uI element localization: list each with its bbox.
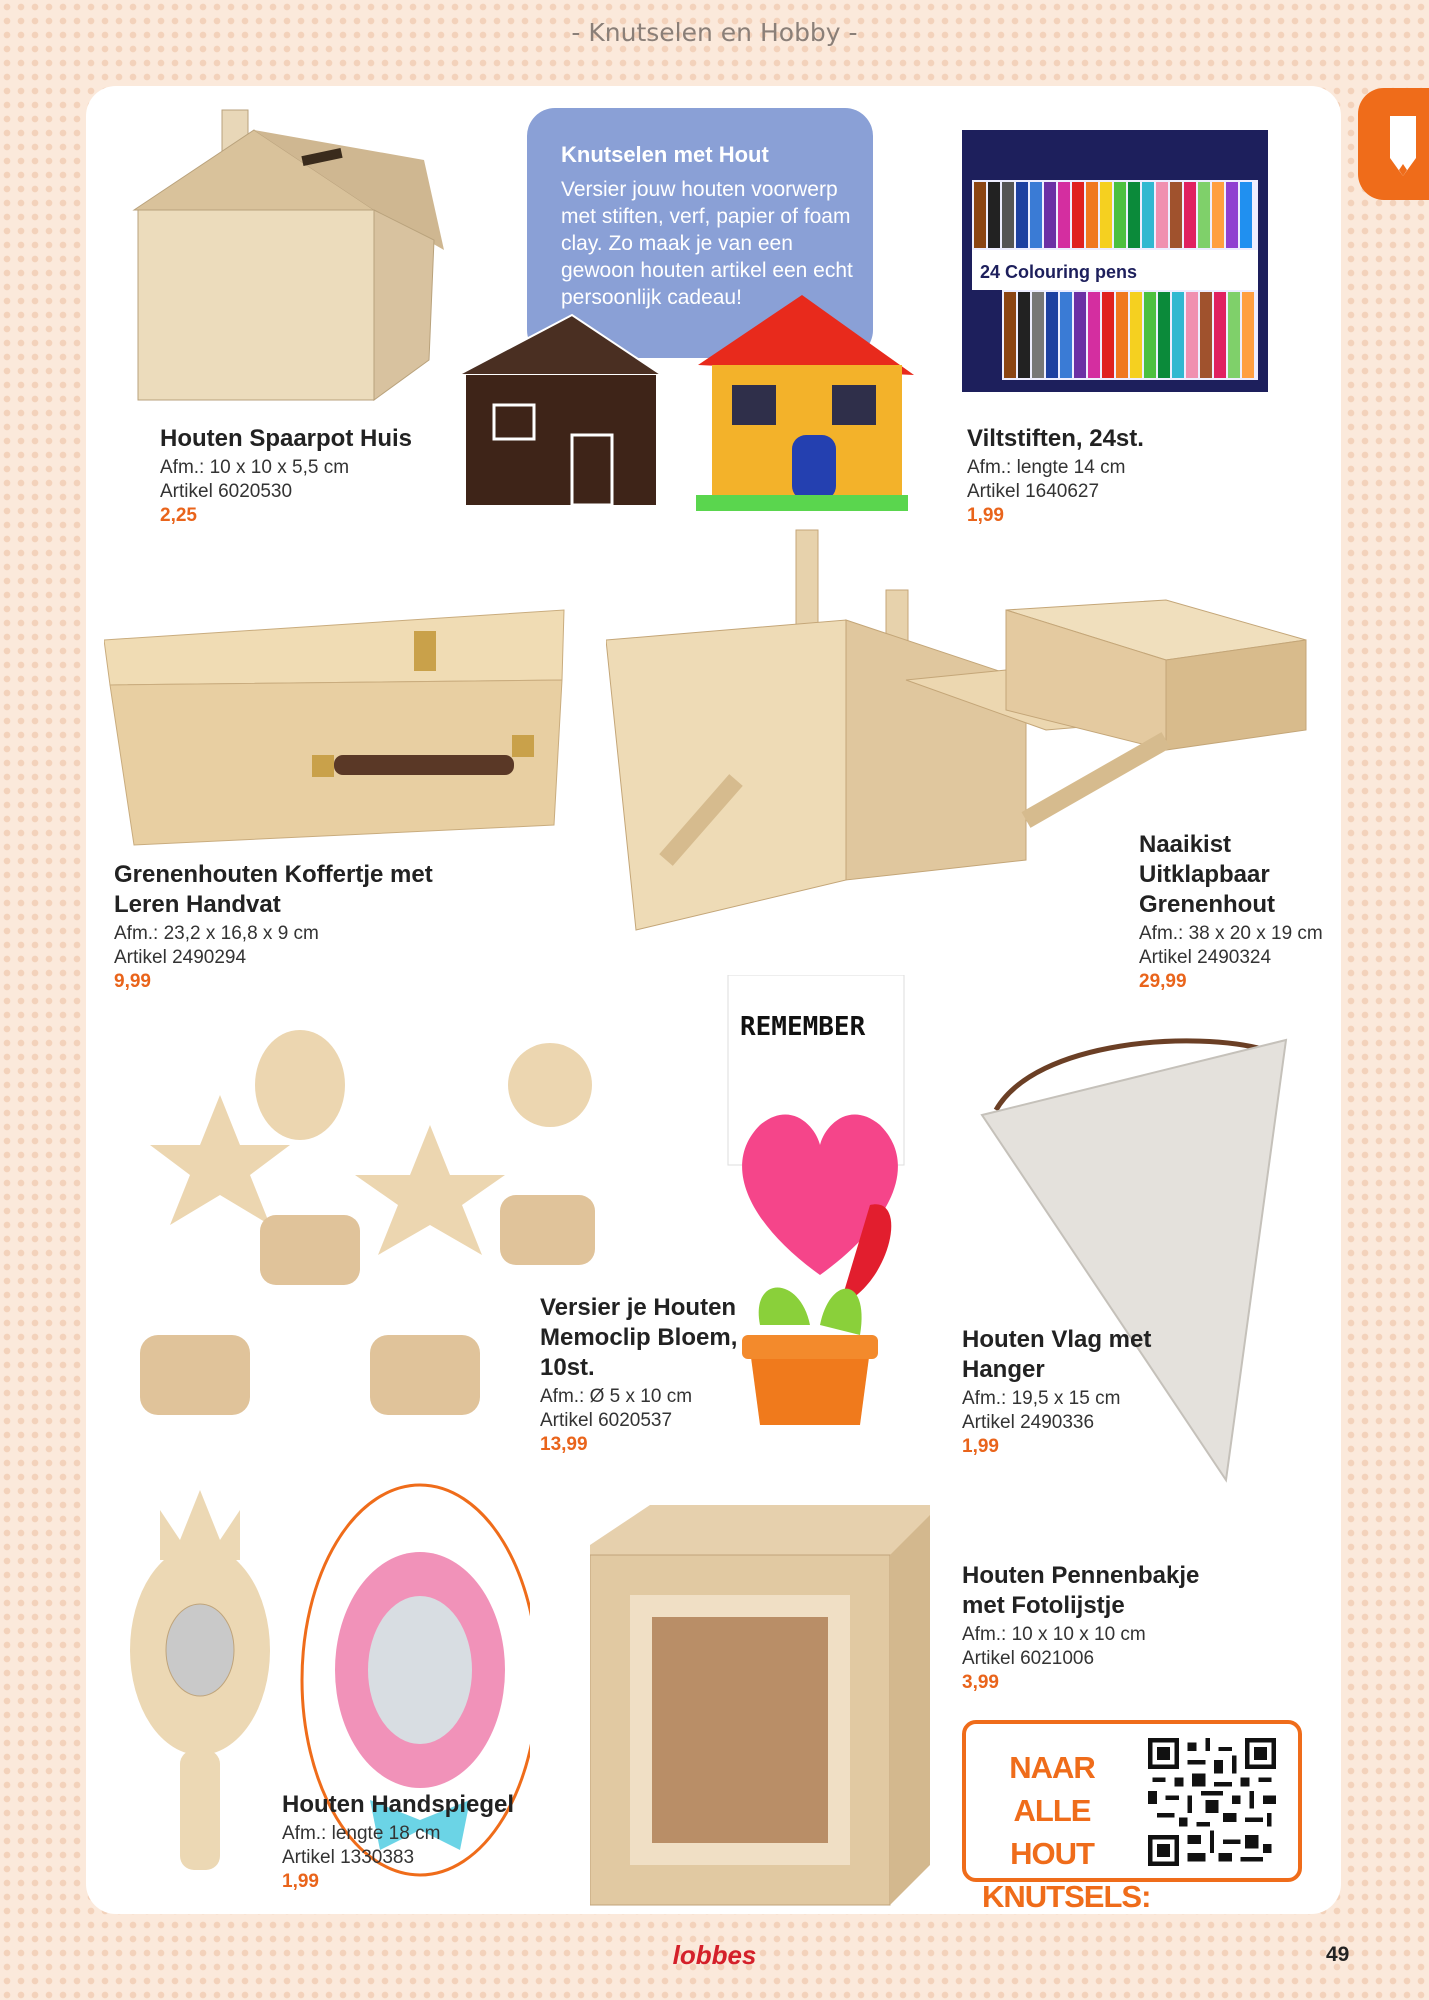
product-dimensions: Afm.: 38 x 20 x 19 cm (1139, 923, 1323, 944)
wooden-house-bank-image (124, 100, 444, 420)
colouring-pens-image (962, 130, 1282, 400)
product-price: 9,99 (114, 971, 151, 992)
product-dimensions: Afm.: Ø 5 x 10 cm (540, 1386, 693, 1407)
category-tab[interactable] (1358, 88, 1429, 200)
product-name: Houten Spaarpot Huis (160, 425, 413, 452)
pencil-icon (1376, 106, 1429, 182)
product-name: Versier je Houten Memoclip Bloem, 10st. (540, 1294, 738, 1381)
product-name: Houten Handspiegel (282, 1791, 515, 1818)
product-price: 1,99 (967, 505, 1004, 526)
product-house-bank[interactable] (160, 424, 412, 528)
product-dimensions: Afm.: lengte 18 cm (282, 1823, 441, 1844)
qr-code-icon[interactable] (1148, 1738, 1276, 1866)
qr-link-box[interactable] (962, 1720, 1302, 1914)
bubble-text: Versier jouw houten voorwerp met stiften, verf, papier of foam clay. Zo maak je van een gewoon houten artikel een echt persoonlijk cadeau! (561, 178, 853, 309)
product-dimensions: Afm.: 23,2 x 16,8 x 9 cm (114, 923, 319, 944)
product-price: 3,99 (962, 1672, 999, 1693)
product-article: Artikel 1330383 (282, 1847, 415, 1868)
product-dimensions: Afm.: lengte 14 cm (967, 457, 1126, 478)
product-article: Artikel 2490324 (1139, 947, 1272, 968)
product-price: 1,99 (962, 1436, 999, 1457)
pen-holder-image (590, 1505, 940, 1915)
memo-card-text: REMEMBER (740, 1012, 866, 1042)
bubble-title: Knutselen met Hout (561, 142, 769, 167)
product-price: 29,99 (1139, 971, 1187, 992)
product-price: 1,99 (282, 1871, 319, 1892)
product-article: Artikel 1640627 (967, 481, 1100, 502)
product-memoclip[interactable] (540, 1293, 770, 1457)
product-suitcase[interactable] (114, 860, 434, 994)
product-article: Artikel 6021006 (962, 1648, 1095, 1669)
product-sewing-box[interactable] (1139, 830, 1329, 994)
product-article: Artikel 2490336 (962, 1412, 1095, 1433)
product-dimensions: Afm.: 10 x 10 x 10 cm (962, 1624, 1146, 1645)
product-name: Houten Vlag met Hanger (962, 1326, 1152, 1383)
product-flag[interactable] (962, 1325, 1162, 1459)
product-name: Naaikist Uitklapbaar Grenenhout (1139, 831, 1275, 918)
product-name: Grenenhouten Koffertje met Leren Handvat (114, 861, 433, 918)
product-price: 2,25 (160, 505, 197, 526)
decorated-houses-image (452, 285, 922, 515)
product-article: Artikel 2490294 (114, 947, 247, 968)
product-dimensions: Afm.: 19,5 x 15 cm (962, 1388, 1121, 1409)
brand-logo: lobbes (672, 1940, 757, 1970)
product-colouring-pens[interactable] (967, 424, 1144, 528)
product-article: Artikel 6020537 (540, 1410, 673, 1431)
product-pen-holder[interactable] (962, 1561, 1242, 1695)
memoclip-flowers-image (110, 1025, 600, 1425)
page-header: - Knutselen en Hobby - (571, 18, 858, 47)
product-price: 13,99 (540, 1434, 588, 1455)
product-dimensions: Afm.: 10 x 10 x 5,5 cm (160, 457, 350, 478)
product-name: Viltstiften, 24st. (967, 425, 1144, 452)
product-name: Houten Pennenbakje met Fotolijstje (962, 1562, 1200, 1619)
pens-box-label: 24 Colouring pens (980, 262, 1138, 282)
product-article: Artikel 6020530 (160, 481, 293, 502)
product-hand-mirror[interactable] (282, 1790, 514, 1894)
qr-label: NAAR ALLE HOUT KNUTSELS: (982, 1750, 1151, 1914)
wooden-suitcase-image (104, 605, 574, 855)
page-number: 49 (1326, 1943, 1350, 1966)
